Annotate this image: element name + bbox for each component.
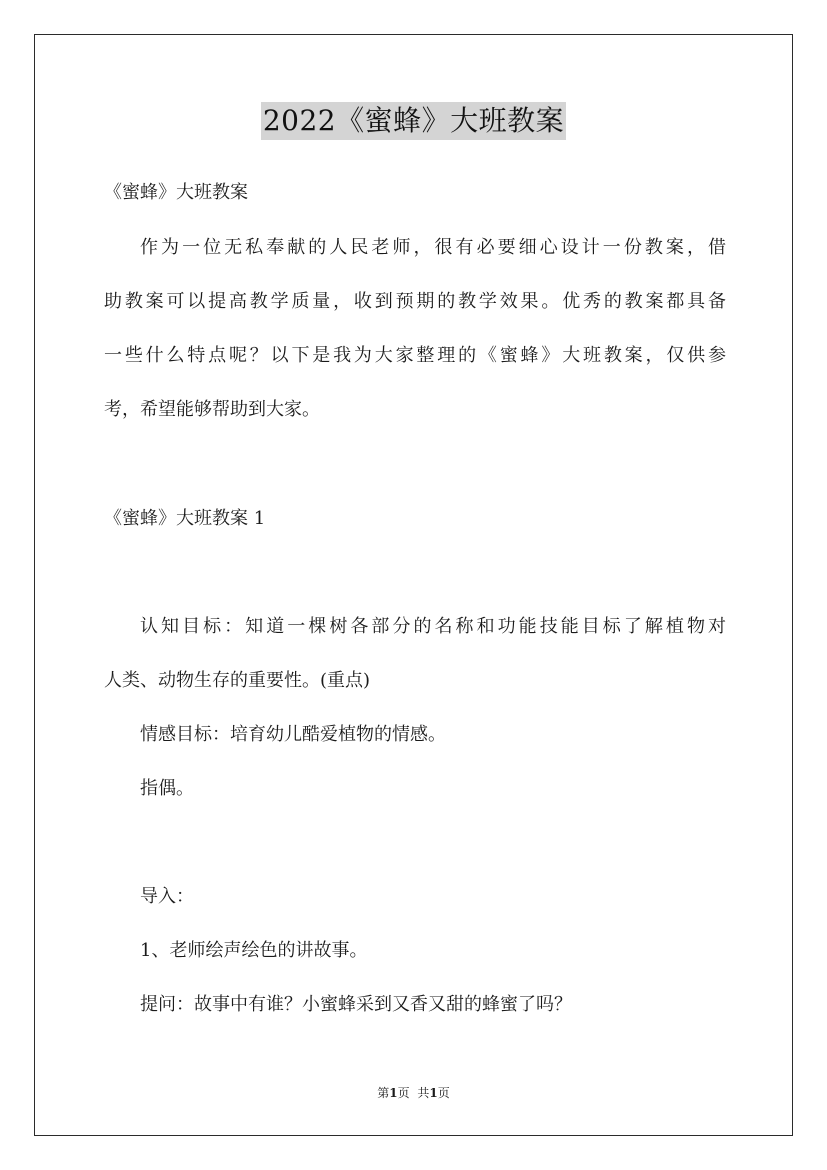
- intro-line-4: 考，希望能够帮助到大家。: [104, 399, 320, 420]
- title-container: [0, 102, 827, 140]
- step-1: 1、老师绘声绘色的讲故事。: [140, 940, 368, 961]
- footer-total-prefix: 共: [417, 1086, 430, 1100]
- goals-line-1: 认知目标：知道一棵树各部分的名称和功能技能目标了解植物对: [140, 616, 726, 637]
- emotion-goal: 情感目标：培育幼儿酷爱植物的情感。: [140, 724, 446, 745]
- section-heading: 《蜜蜂》大班教案 1: [104, 508, 266, 529]
- footer-total-label: 页: [437, 1086, 450, 1100]
- footer-page-number: 1: [389, 1086, 398, 1100]
- footer-total-number: 1: [429, 1086, 438, 1100]
- intro-line-1: 作为一位无私奉献的人民老师，很有必要细心设计一份教案，借: [140, 237, 726, 258]
- page-footer: [0, 1085, 827, 1101]
- document-title: 2022《蜜蜂》大班教案: [261, 102, 566, 140]
- question-line: 提问：故事中有谁？小蜜蜂采到又香又甜的蜂蜜了吗？: [140, 994, 572, 1015]
- footer-prefix: 第: [377, 1086, 390, 1100]
- intro-line-3: 一些什么特点呢？以下是我为大家整理的《蜜蜂》大班教案，仅供参: [104, 345, 726, 366]
- teaching-aid-note: 指偶。: [140, 778, 194, 799]
- intro-line-2: 助教案可以提高教学质量，收到预期的教学效果。优秀的教案都具备: [104, 291, 726, 312]
- goals-line-2: 人类、动物生存的重要性。(重点): [104, 670, 371, 691]
- subtitle: 《蜜蜂》大班教案: [104, 182, 248, 203]
- footer-page-label: 页: [397, 1086, 410, 1100]
- intro-heading: 导入：: [140, 886, 194, 907]
